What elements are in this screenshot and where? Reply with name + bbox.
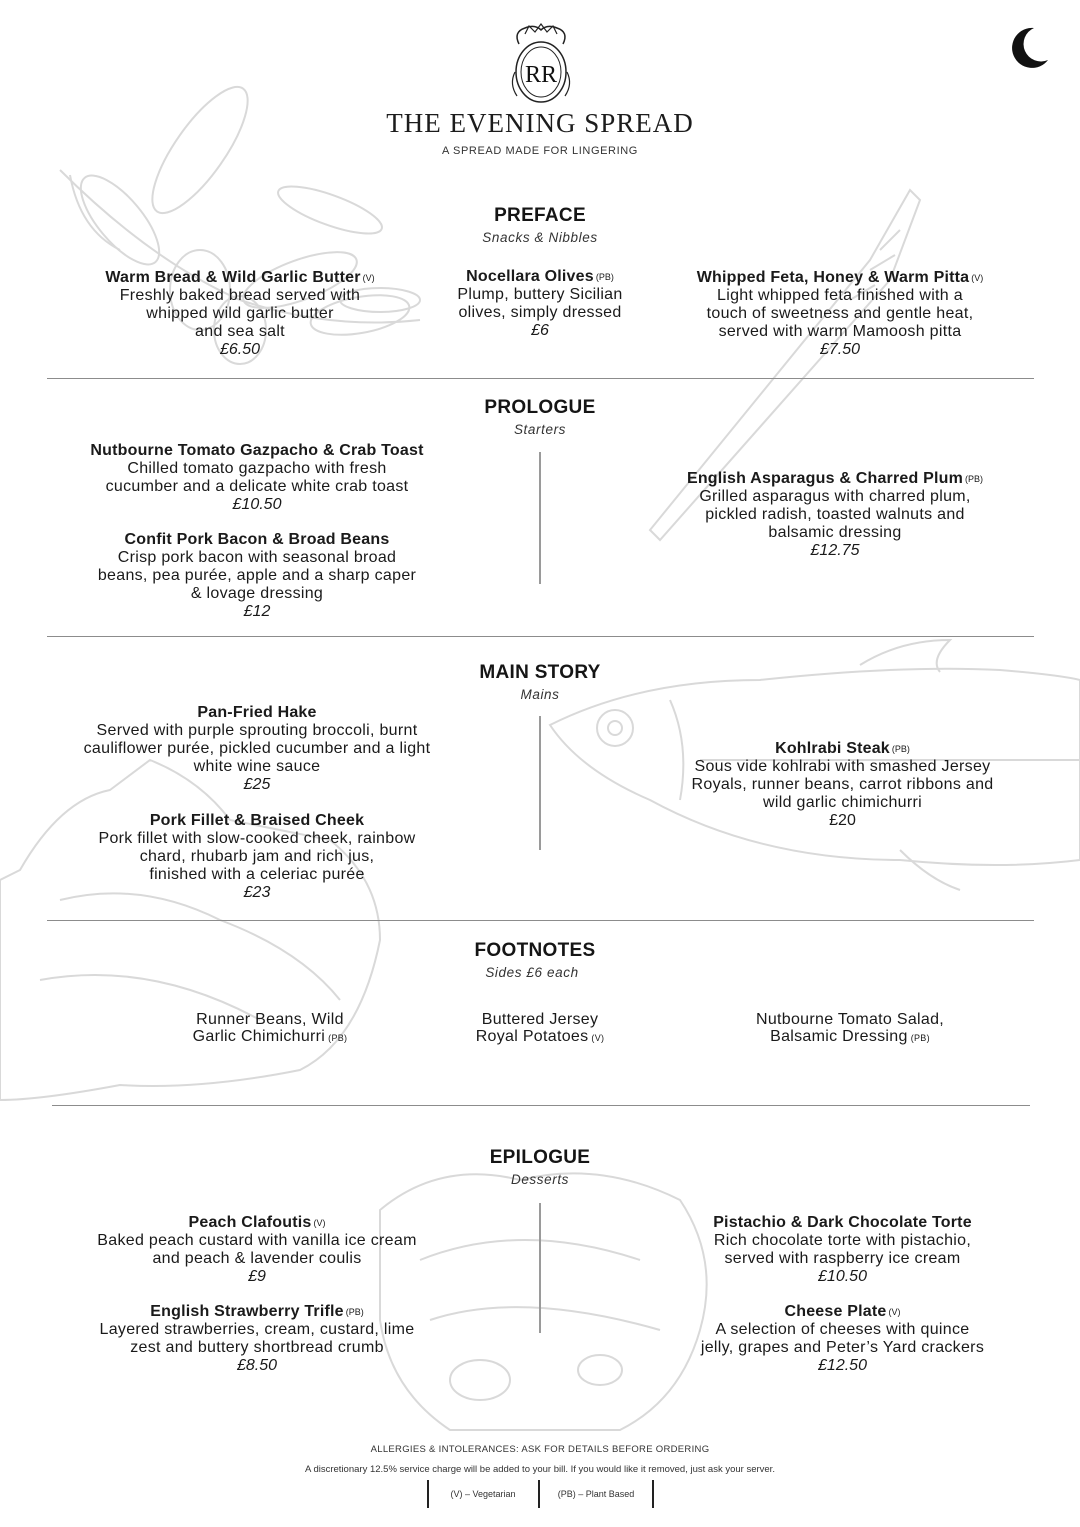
item-description: Freshly baked bread served with — [119, 287, 361, 304]
side-item — [700, 1011, 1000, 1047]
section-divider — [47, 636, 1034, 637]
item-price: £8.50 — [236, 1357, 278, 1374]
section-divider — [47, 378, 1034, 379]
item-description: whipped wild garlic butter — [146, 305, 334, 322]
item-price: £6.50 — [219, 341, 261, 358]
menu-item — [47, 1214, 467, 1286]
cheese-illustration — [380, 1173, 707, 1430]
column-divider — [539, 716, 541, 850]
item-description: Plump, buttery Sicilian — [457, 286, 623, 303]
item-name: Nocellara Olives — [466, 268, 594, 285]
menu-item — [47, 704, 467, 794]
item-description: white wine sauce — [193, 758, 321, 775]
crescent-moon-icon — [1008, 26, 1050, 70]
side-name-line: Runner Beans, Wild — [196, 1011, 344, 1028]
item-description: & lovage dressing — [190, 585, 324, 602]
item-price: £10.50 — [818, 1268, 867, 1285]
item-name: Whipped Feta, Honey & Warm Pitta — [696, 269, 970, 286]
item-name: Nutbourne Tomato Gazpacho & Crab Toast — [90, 442, 424, 459]
diet-tag: (PB) — [910, 1033, 930, 1043]
legend-divider — [427, 1480, 429, 1508]
item-description: cauliflower purée, pickled cucumber and a light — [83, 740, 431, 757]
section-subtitle-main-story: Mains — [520, 687, 560, 702]
item-price: £20 — [829, 812, 856, 829]
section-title-preface: PREFACE — [494, 205, 586, 226]
item-price: £10.50 — [232, 496, 282, 513]
menu-item — [660, 740, 1025, 830]
section-divider — [52, 1105, 1030, 1106]
item-description: Crisp pork bacon with seasonal broad — [117, 549, 397, 566]
diet-tag: (V) — [313, 1218, 326, 1228]
item-description: and peach & lavender coulis — [152, 1250, 362, 1267]
diet-tag: (PB) — [328, 1033, 348, 1043]
diet-tag: (V) — [362, 273, 375, 283]
side-name-line: Royal Potatoes — [475, 1028, 589, 1045]
side-item — [420, 1011, 660, 1047]
menu-item — [660, 269, 1020, 359]
section-title-epilogue: EPILOGUE — [489, 1147, 591, 1168]
item-description: touch of sweetness and gentle heat, — [706, 305, 974, 322]
item-description: served with warm Mamoosh pitta — [718, 323, 962, 340]
item-description: cucumber and a delicate white crab toast — [105, 478, 409, 495]
column-divider — [539, 452, 541, 584]
section-title-footnotes: FOOTNOTES — [474, 940, 596, 961]
diet-tag: (PB) — [345, 1307, 364, 1317]
item-name: English Asparagus & Charred Plum — [686, 470, 964, 487]
item-price: £25 — [243, 776, 271, 793]
side-name-line: Buttered Jersey — [481, 1011, 599, 1028]
item-name: Cheese Plate — [784, 1303, 887, 1320]
column-divider — [539, 1203, 541, 1333]
menu-item — [60, 269, 420, 359]
menu-item — [650, 1303, 1035, 1375]
side-name-line: Balsamic Dressing — [770, 1028, 908, 1045]
menu-item — [47, 812, 467, 902]
section-divider — [47, 920, 1034, 921]
item-description: Served with purple sprouting broccoli, burnt — [96, 722, 418, 739]
item-name: Pan-Fried Hake — [197, 704, 317, 721]
section-subtitle-footnotes: Sides £6 each — [485, 965, 579, 980]
item-description: Rich chocolate torte with pistachio, — [713, 1232, 972, 1249]
item-price: £7.50 — [819, 341, 861, 358]
allergies-notice: ALLERGIES & INTOLERANCES: ASK FOR DETAILS BEFORE ORDERING — [370, 1444, 710, 1455]
item-price: £6 — [531, 322, 549, 339]
item-name: English Strawberry Trifle — [150, 1303, 344, 1320]
item-name: Pork Fillet & Braised Cheek — [149, 812, 365, 829]
item-name: Peach Clafoutis — [188, 1214, 312, 1231]
item-description: beans, pea purée, apple and a sharp caper — [97, 567, 417, 584]
diet-tag: (V) — [591, 1033, 605, 1043]
legend-plant-based: (PB) – Plant Based — [557, 1489, 635, 1499]
item-description: Chilled tomato gazpacho with fresh — [127, 460, 387, 477]
diet-tag: (V) — [971, 273, 984, 283]
section-subtitle-preface: Snacks & Nibbles — [482, 230, 598, 245]
item-price: £12.50 — [818, 1357, 867, 1374]
section-subtitle-epilogue: Desserts — [510, 1172, 570, 1187]
item-price: £12.75 — [810, 542, 860, 559]
item-price: £23 — [243, 884, 271, 901]
menu-item — [47, 442, 467, 514]
item-description: finished with a celeriac purée — [149, 866, 365, 883]
menu-item — [420, 268, 660, 340]
item-description: jelly, grapes and Peter’s Yard crackers — [700, 1339, 985, 1356]
item-description: served with raspberry ice cream — [724, 1250, 961, 1267]
meat-illustration — [0, 760, 380, 1100]
item-description: chard, rhubarb jam and rich jus, — [139, 848, 375, 865]
section-title-main-story: MAIN STORY — [479, 662, 601, 683]
item-price: £12 — [243, 603, 271, 620]
menu-item — [47, 1303, 467, 1375]
section-title-prologue: PROLOGUE — [484, 397, 596, 418]
item-name: Confit Pork Bacon & Broad Beans — [124, 531, 390, 548]
item-name: Pistachio & Dark Chocolate Torte — [713, 1214, 972, 1231]
diet-tag: (PB) — [965, 474, 984, 484]
legend-vegetarian: (V) – Vegetarian — [450, 1489, 516, 1499]
item-description: Layered strawberries, cream, custard, lime — [99, 1321, 415, 1338]
side-name-line: Garlic Chimichurri — [192, 1028, 326, 1045]
item-description: Royals, runner beans, carrot ribbons and — [691, 776, 994, 793]
side-item — [140, 1011, 400, 1047]
item-description: pickled radish, toasted walnuts and — [705, 506, 965, 523]
item-description: Light whipped feta finished with a — [717, 287, 963, 304]
section-subtitle-prologue: Starters — [513, 422, 567, 437]
item-price: £9 — [248, 1268, 266, 1285]
side-name-line: Nutbourne Tomato Salad, — [755, 1011, 945, 1028]
menu-item — [47, 531, 467, 621]
item-description: zest and buttery shortbread crumb — [130, 1339, 384, 1356]
item-description: Grilled asparagus with charred plum, — [699, 488, 971, 505]
restaurant-title: THE EVENING SPREAD — [386, 108, 694, 138]
item-name: Kohlrabi Steak — [775, 740, 890, 757]
item-description: Baked peach custard with vanilla ice cream — [97, 1232, 417, 1249]
diet-tag: (PB) — [595, 272, 614, 282]
logo-crest — [505, 22, 577, 108]
item-description: wild garlic chimichurri — [763, 794, 922, 811]
menu-item — [650, 470, 1020, 560]
diet-tag: (V) — [888, 1307, 901, 1317]
legend-divider — [652, 1480, 654, 1508]
diet-tag: (PB) — [891, 744, 910, 754]
item-description: and sea salt — [195, 323, 285, 340]
item-description: Pork fillet with slow-cooked cheek, rainbow — [98, 830, 416, 847]
item-description: Sous vide kohlrabi with smashed Jersey — [694, 758, 991, 775]
menu-item — [650, 1214, 1035, 1286]
item-description: olives, simply dressed — [458, 304, 622, 321]
item-description: balsamic dressing — [768, 524, 902, 541]
logo-monogram: RR — [524, 62, 558, 88]
item-description: A selection of cheeses with quince — [715, 1321, 970, 1338]
tagline: A SPREAD MADE FOR LINGERING — [442, 145, 638, 157]
service-charge-notice: A discretionary 12.5% service charge will be added to your bill. If you would like it removed, just ask your server. — [305, 1464, 775, 1475]
legend-divider — [538, 1480, 540, 1508]
item-name: Warm Bread & Wild Garlic Butter — [105, 269, 361, 286]
